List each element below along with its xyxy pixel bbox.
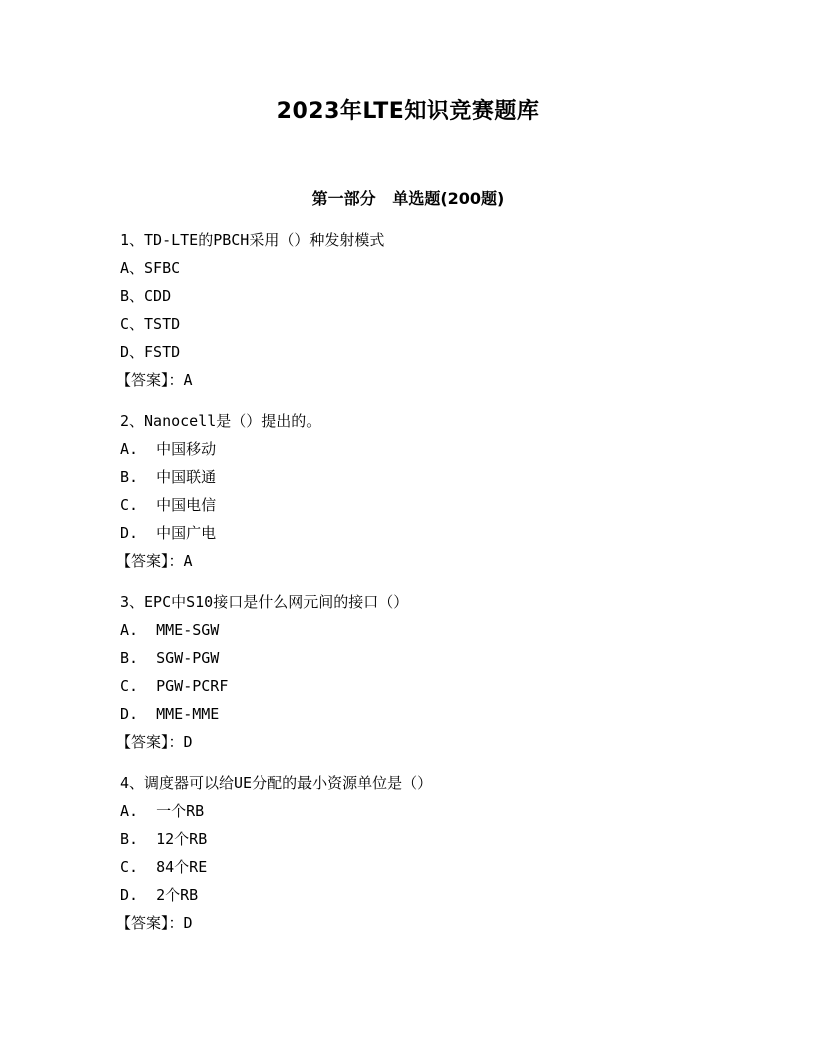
option-d: D. 中国广电 [120, 524, 217, 542]
answer-line: 【答案】：A [116, 552, 193, 570]
answer-line: 【答案】：D [116, 914, 193, 932]
question-stem: 2、Nanocell是（）提出的。 [120, 412, 322, 430]
question-3 [116, 588, 740, 756]
question-stem: 3、EPC中S10接口是什么网元间的接口（） [120, 593, 409, 611]
question-list [116, 226, 740, 950]
option-d: D、FSTD [120, 343, 181, 361]
option-c: C. 84个RE [120, 858, 208, 876]
option-a: A. 中国移动 [120, 440, 217, 458]
question-2 [116, 407, 740, 575]
section-heading: 第一部分 单选题(200题) [311, 189, 505, 208]
option-a: A、SFBC [120, 259, 181, 277]
option-b: B. SGW-PGW [120, 649, 220, 667]
question-1 [116, 226, 740, 394]
answer-line: 【答案】：A [116, 371, 193, 389]
option-d: D. MME-MME [120, 705, 220, 723]
option-d: D. 2个RB [120, 886, 199, 904]
option-b: B、CDD [120, 287, 172, 305]
option-c: C、TSTD [120, 315, 181, 333]
option-c: C. 中国电信 [120, 496, 217, 514]
option-c: C. PGW-PCRF [120, 677, 229, 695]
option-b: B. 中国联通 [120, 468, 217, 486]
option-a: A. MME-SGW [120, 621, 220, 639]
question-stem: 4、调度器可以给UE分配的最小资源单位是（） [120, 774, 433, 792]
document-title: 2023年LTE知识竞赛题库 [276, 99, 540, 124]
question-4 [116, 769, 740, 937]
question-stem: 1、TD-LTE的PBCH采用（）种发射模式 [120, 231, 385, 249]
answer-line: 【答案】：D [116, 733, 193, 751]
option-b: B. 12个RB [120, 830, 208, 848]
option-a: A. 一个RB [120, 802, 205, 820]
